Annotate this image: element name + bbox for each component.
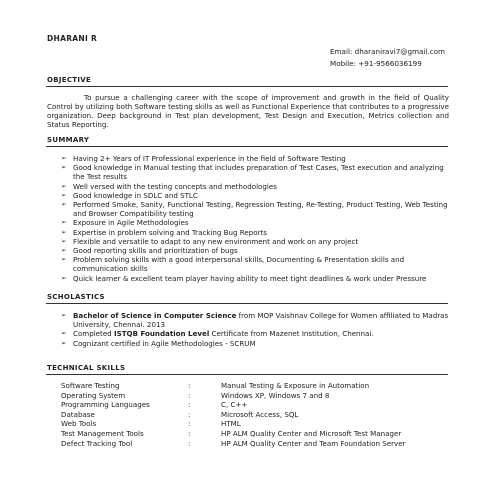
technical-skills-heading: TECHNICAL SKILLS [47, 364, 126, 372]
technical-skills-divider [46, 374, 448, 375]
degree-title: Bachelor of Science in Computer Science [73, 311, 237, 320]
objective-divider [46, 86, 448, 87]
arrow-bullet-icon: ➢ [61, 190, 67, 199]
email-line: Email: dharaniravi7@gmail.com [330, 47, 446, 56]
list-item: ➢ Completed ISTQB Foundation Level Certificate from Mazenet Institution, Chennai. [61, 329, 374, 339]
list-item: ➢ Expertise in problem solving and Tracking Bug Reports [61, 227, 268, 237]
arrow-bullet-icon: ➢ [61, 329, 67, 338]
scholastics-divider [46, 303, 448, 304]
arrow-bullet-icon: ➢ [61, 163, 67, 172]
list-item: ➢ Good reporting skills and prioritization of bugs [61, 246, 238, 256]
arrow-bullet-icon: ➢ [61, 246, 67, 255]
table-row: Test Management Tools : HP ALM Quality Center and Microsoft Test Manager [61, 428, 402, 438]
table-row: Software Testing : Manual Testing & Exposure in Automation [61, 381, 370, 390]
list-item: ➢ Performed Smoke, Sanity, Functional Testing, Regression Testing, Re-Testing, Product Testing, Web Testing and Browser Compatibility testing [61, 200, 448, 219]
scholastics-heading: SCHOLASTICS [47, 293, 105, 301]
summary-heading: SUMMARY [47, 136, 90, 144]
certification-title: ISTQB Foundation Level [113, 329, 210, 339]
arrow-bullet-icon: ➢ [61, 311, 67, 319]
contact-block [330, 46, 445, 70]
table-row: Operating System : Windows XP, Windows 7 and 8 [61, 390, 330, 400]
table-row: Database : Microsoft Access, SQL [61, 409, 299, 419]
list-item: ➢ Well versed with the testing concepts and methodologies [61, 181, 277, 191]
arrow-bullet-icon: ➢ [61, 255, 67, 264]
list-item: ➢ Bachelor of Science in Computer Science from MOP Vaishnav College for Women affiliated to Madras University, Chennai. 2013 [61, 311, 449, 330]
list-item: ➢ Having 2+ Years of IT Professional experience in the field of Software Testing [61, 154, 346, 163]
summary-divider [46, 146, 448, 147]
list-item: ➢ Flexible and versatile to adapt to any new environment and work on any project [61, 236, 359, 246]
arrow-bullet-icon: ➢ [61, 218, 67, 227]
scholastics-list [61, 311, 449, 348]
table-row: Programming Languages : C, C++ [61, 400, 248, 410]
list-item: ➢ Good knowledge in SDLC and STLC [61, 190, 198, 200]
summary-list [61, 154, 449, 283]
candidate-name: DHARANI R [47, 34, 98, 43]
mobile-line: Mobile: +91-9566036199 [330, 59, 422, 68]
arrow-bullet-icon: ➢ [61, 236, 67, 245]
list-item: ➢ Cognizant certified in Agile Methodologies - SCRUM [61, 338, 256, 348]
arrow-bullet-icon: ➢ [61, 338, 67, 347]
technical-skills-table [61, 381, 406, 448]
list-item: ➢ Exposure in Agile Methodologies [61, 218, 189, 228]
table-row: Web Tools : HTML [61, 419, 241, 429]
list-item: ➢ Good knowledge in Manual testing that includes preparation of Test Cases, Test execution and analyzing the Test results [61, 163, 444, 182]
arrow-bullet-icon: ➢ [61, 181, 67, 190]
arrow-bullet-icon: ➢ [61, 200, 67, 209]
list-item: ➢ Problem solving skills with a good interpersonal skills, Documenting & Presentation skills and communication skills [61, 255, 405, 274]
arrow-bullet-icon: ➢ [61, 154, 67, 162]
list-item: ➢ Quick learner & excellent team player having ability to meet tight deadlines & work under Pressure [61, 273, 427, 283]
objective-heading: OBJECTIVE [47, 76, 92, 84]
objective-text: To pursue a challenging career with the scope of improvement and growth in the field of Quality Control by utilizing both Software testing skills as well as Functional Experience that contributes to a progressive organization. Deep background in Test plan development, Test Design and Execution, Metrics collection and Status Reporting. [47, 93, 449, 130]
table-row: Defect Tracking Tool : HP ALM Quality Center and Team Foundation Server [61, 438, 406, 448]
arrow-bullet-icon: ➢ [61, 273, 67, 282]
arrow-bullet-icon: ➢ [61, 227, 67, 236]
